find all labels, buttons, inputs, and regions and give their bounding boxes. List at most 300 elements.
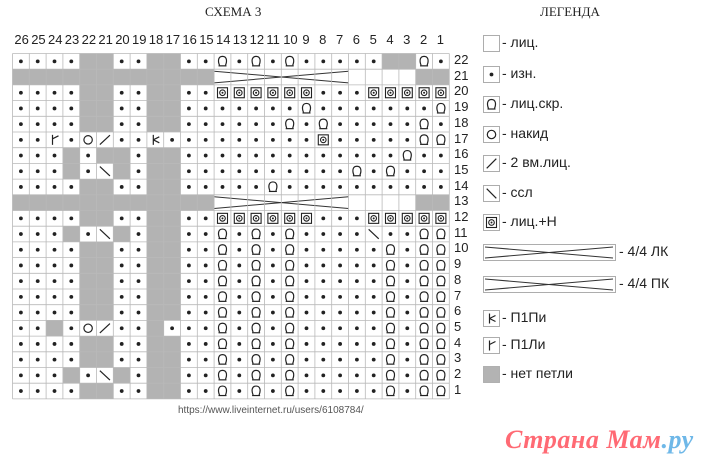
stitch-cell [288, 154, 292, 158]
stitch-cell [19, 326, 23, 330]
row-number: 20 [454, 83, 469, 99]
stitch-cell [218, 370, 226, 379]
stitch-cell [97, 289, 114, 305]
stitch-cell [164, 289, 181, 305]
stitch-cell [63, 226, 80, 242]
stitch-cell [36, 107, 40, 111]
stitch-cell [237, 59, 241, 63]
column-number: 15 [199, 32, 214, 47]
stitch-cell [437, 103, 445, 112]
stitch-cell [97, 148, 114, 164]
stitch-cell [305, 154, 309, 158]
stitch-cell [63, 69, 80, 85]
stitch-cell [372, 389, 376, 393]
stitch-cell [53, 389, 57, 393]
stitch-cell [97, 195, 114, 211]
row-number: 19 [454, 99, 469, 115]
stitch-cell [237, 311, 241, 315]
stitch-cell [237, 107, 241, 111]
stitch-cell [338, 107, 342, 111]
stitch-cell [386, 355, 394, 364]
stitch-cell [204, 358, 208, 362]
column-number: 16 [182, 32, 197, 47]
stitch-cell [113, 163, 130, 179]
stitch-cell [422, 185, 426, 189]
stitch-cell [204, 122, 208, 126]
stitch-cell [187, 373, 191, 377]
stitch-cell [164, 53, 181, 69]
stitch-cell [389, 107, 393, 111]
stitch-cell [204, 326, 208, 330]
row-number: 18 [454, 114, 469, 130]
stitch-cell [113, 195, 130, 211]
column-number: 5 [369, 32, 377, 47]
stitch-cell [69, 389, 73, 393]
stitch-cell [405, 232, 409, 236]
stitch-cell [420, 119, 428, 128]
stitch-cell [389, 138, 393, 142]
stitch-cell [338, 154, 342, 158]
stitch-cell [147, 69, 164, 85]
stitch-cell [36, 311, 40, 315]
stitch-cell [19, 248, 23, 252]
stitch-cell [386, 276, 394, 285]
stitch-cell [147, 273, 164, 289]
stitch-cell [120, 107, 124, 111]
stitch-cell [286, 260, 294, 269]
stitch-cell [187, 311, 191, 315]
stitch-cell [164, 352, 181, 368]
stitch-cell [53, 107, 57, 111]
stitch-cell [80, 116, 97, 132]
stitch-cell [252, 386, 260, 395]
stitch-cell [97, 69, 114, 85]
stitch-cell [120, 185, 124, 189]
stitch-cell [164, 163, 181, 179]
stitch-cell [305, 59, 309, 63]
column-number: 4 [386, 32, 394, 47]
stitch-cell [305, 264, 309, 268]
stitch-cell [355, 185, 359, 189]
stitch-cell [271, 342, 275, 346]
stitch-cell [237, 232, 241, 236]
stitch-cell [36, 59, 40, 63]
column-number: 8 [319, 32, 327, 47]
stitch-cell [288, 169, 292, 173]
stitch-cell [420, 292, 428, 301]
column-number: 14 [216, 32, 231, 47]
stitch-cell [321, 185, 325, 189]
stitch-cell [237, 358, 241, 362]
stitch-cell [355, 264, 359, 268]
stitch-cell [53, 232, 57, 236]
stitch-cell [147, 289, 164, 305]
stitch-cell [19, 169, 23, 173]
stitch-cell [97, 273, 114, 289]
stitch-cell [53, 154, 57, 158]
stitch-cell [19, 185, 23, 189]
stitch-cell [305, 295, 309, 299]
stitch-cell [321, 232, 325, 236]
stitch-cell [372, 107, 376, 111]
stitch-cell [405, 295, 409, 299]
stitch-cell [355, 373, 359, 377]
stitch-cell [80, 336, 97, 352]
stitch-cell [369, 88, 379, 98]
stitch-cell [147, 85, 164, 101]
stitch-cell [355, 326, 359, 330]
stitch-cell [147, 163, 164, 179]
stitch-cell [237, 264, 241, 268]
stitch-cell [437, 339, 445, 348]
column-number: 24 [48, 32, 63, 47]
stitch-cell [97, 336, 114, 352]
stitch-cell [386, 245, 394, 254]
stitch-cell [286, 323, 294, 332]
stitch-cell [338, 59, 342, 63]
legend-icon-blank [483, 35, 501, 53]
stitch-cell [164, 336, 181, 352]
stitch-cell [382, 53, 399, 69]
stitch-cell [19, 59, 23, 63]
stitch-cell [164, 305, 181, 321]
stitch-cell [63, 148, 80, 164]
stitch-cell [170, 326, 174, 330]
stitch-cell [120, 279, 124, 283]
stitch-cell [164, 116, 181, 132]
stitch-cell [19, 311, 23, 315]
stitch-cell [113, 226, 130, 242]
stitch-cell [63, 163, 80, 179]
stitch-cell [53, 279, 57, 283]
stitch-cell [321, 216, 325, 220]
stitch-cell [187, 122, 191, 126]
stitch-cell [120, 264, 124, 268]
stitch-cell [53, 295, 57, 299]
stitch-cell [63, 367, 80, 383]
stitch-cell [120, 295, 124, 299]
stitch-cell [405, 279, 409, 283]
stitch-cell [164, 85, 181, 101]
stitch-cell [355, 279, 359, 283]
stitch-cell [254, 154, 258, 158]
stitch-cell [288, 107, 292, 111]
stitch-cell [269, 182, 277, 191]
stitch-cell [97, 352, 114, 368]
stitch-cell [97, 85, 114, 101]
stitch-cell [405, 342, 409, 346]
stitch-cell [437, 323, 445, 332]
stitch-cell [305, 248, 309, 252]
stitch-cell [46, 195, 63, 211]
stitch-cell [355, 91, 359, 95]
row-number: 6 [454, 303, 462, 319]
stitch-cell [405, 326, 409, 330]
stitch-cell [69, 122, 73, 126]
stitch-cell [204, 373, 208, 377]
stitch-cell [321, 311, 325, 315]
stitch-cell [218, 308, 226, 317]
legend-label-yo: - накид [502, 125, 549, 141]
stitch-cell [405, 311, 409, 315]
stitch-cell [36, 389, 40, 393]
stitch-cell [80, 210, 97, 226]
legend-icon-p1pi [483, 310, 501, 328]
stitch-cell [19, 373, 23, 377]
stitch-cell [251, 213, 261, 223]
stitch-cell [237, 279, 241, 283]
stitch-cell [69, 295, 73, 299]
stitch-cell [338, 169, 342, 173]
stitch-cell [318, 135, 328, 145]
stitch-cell [271, 264, 275, 268]
stitch-cell [221, 107, 225, 111]
stitch-cell [187, 232, 191, 236]
legend-icon-nostitch [483, 366, 501, 384]
row-number: 17 [454, 130, 469, 146]
stitch-cell [237, 185, 241, 189]
stitch-cell [372, 295, 376, 299]
legend-icon-pk [483, 276, 617, 294]
stitch-cell [419, 88, 429, 98]
stitch-cell [252, 229, 260, 238]
stitch-cell [405, 122, 409, 126]
stitch-cell [372, 358, 376, 362]
stitch-cell [338, 342, 342, 346]
stitch-cell [53, 185, 57, 189]
stitch-cell [170, 138, 174, 142]
stitch-cell [439, 169, 443, 173]
stitch-cell [372, 138, 376, 142]
stitch-cell [100, 324, 110, 333]
stitch-cell [420, 386, 428, 395]
stitch-cell [305, 342, 309, 346]
row-number: 14 [454, 177, 469, 193]
stitch-cell [355, 232, 359, 236]
stitch-cell [36, 91, 40, 95]
row-number: 8 [454, 271, 462, 287]
stitch-cell [386, 166, 394, 175]
stitch-cell [420, 308, 428, 317]
stitch-cell [355, 342, 359, 346]
stitch-cell [164, 210, 181, 226]
row-number: 11 [454, 224, 468, 240]
column-number: 7 [335, 32, 344, 47]
stitch-cell [439, 154, 443, 158]
stitch-cell [147, 242, 164, 258]
stitch-cell [84, 136, 92, 144]
stitch-cell [437, 135, 445, 144]
stitch-cell [305, 232, 309, 236]
stitch-cell [130, 69, 147, 85]
stitch-cell [19, 122, 23, 126]
stitch-cell [386, 323, 394, 332]
stitch-cell [402, 88, 412, 98]
stitch-cell [53, 122, 57, 126]
stitch-cell [164, 148, 181, 164]
stitch-cell [69, 216, 73, 220]
row-number: 5 [454, 318, 462, 334]
stitch-cell [286, 119, 294, 128]
stitch-cell [97, 101, 114, 117]
stitch-cell [187, 216, 191, 220]
row-number: 21 [454, 67, 469, 83]
stitch-cell [80, 69, 97, 85]
stitch-cell [218, 386, 226, 395]
stitch-cell [19, 264, 23, 268]
stitch-cell [405, 373, 409, 377]
stitch-cell [69, 264, 73, 268]
column-number: 22 [81, 32, 97, 47]
stitch-cell [420, 355, 428, 364]
stitch-cell [389, 232, 393, 236]
stitch-cell [237, 342, 241, 346]
stitch-cell [187, 91, 191, 95]
stitch-cell [237, 295, 241, 299]
stitch-cell [218, 292, 226, 301]
stitch-cell [372, 122, 376, 126]
stitch-cell [147, 367, 164, 383]
stitch-cell [252, 339, 260, 348]
legend-icon-twisted [483, 96, 501, 114]
stitch-cell [187, 154, 191, 158]
stitch-cell [197, 69, 214, 85]
stitch-cell [268, 213, 278, 223]
stitch-cell [386, 260, 394, 269]
stitch-cell [271, 326, 275, 330]
stitch-cell [338, 279, 342, 283]
stitch-cell [204, 295, 208, 299]
stitch-cell [120, 358, 124, 362]
stitch-cell [86, 169, 90, 173]
stitch-cell [218, 229, 226, 238]
stitch-cell [439, 185, 443, 189]
stitch-cell [301, 213, 311, 223]
stitch-cell [288, 138, 292, 142]
stitch-cell [97, 179, 114, 195]
row-number: 4 [454, 334, 462, 350]
stitch-cell [137, 358, 141, 362]
stitch-cell [271, 232, 275, 236]
stitch-cell [36, 342, 40, 346]
stitch-cell [437, 386, 445, 395]
stitch-cell [197, 195, 214, 211]
stitch-cell [204, 107, 208, 111]
stitch-cell [271, 295, 275, 299]
stitch-cell [147, 383, 164, 399]
stitch-cell [355, 295, 359, 299]
stitch-cell [97, 383, 114, 399]
stitch-cell [29, 195, 46, 211]
stitch-cell [355, 358, 359, 362]
stitch-cell [305, 185, 309, 189]
column-number: 1 [436, 32, 444, 47]
stitch-cell [164, 367, 181, 383]
stitch-cell [372, 326, 376, 330]
brand-logo [505, 425, 694, 455]
stitch-cell [137, 342, 141, 346]
stitch-cell [19, 91, 23, 95]
stitch-cell [204, 264, 208, 268]
stitch-cell [321, 342, 325, 346]
stitch-cell [204, 216, 208, 220]
column-number: 10 [283, 32, 298, 47]
stitch-cell [13, 69, 30, 85]
column-number: 9 [302, 32, 310, 47]
stitch-cell [86, 154, 90, 158]
stitch-cell [19, 138, 23, 142]
stitch-cell [321, 279, 325, 283]
stitch-cell [180, 69, 197, 85]
legend-label-lk: - 4/4 ЛК [619, 243, 669, 259]
stitch-cell [187, 185, 191, 189]
stitch-cell [164, 195, 181, 211]
stitch-cell [80, 383, 97, 399]
stitch-cell [69, 248, 73, 252]
stitch-cell [268, 88, 278, 98]
stitch-cell [234, 213, 244, 223]
stitch-cell [137, 91, 141, 95]
stitch-cell [120, 248, 124, 252]
stitch-cell [120, 59, 124, 63]
stitch-cell [147, 320, 164, 336]
stitch-cell [271, 358, 275, 362]
stitch-cell [422, 169, 426, 173]
legend-label-nostitch: - нет петли [502, 365, 573, 381]
stitch-cell [389, 122, 393, 126]
stitch-cell [321, 248, 325, 252]
stitch-cell [321, 154, 325, 158]
stitch-cell [321, 91, 325, 95]
stitch-cell [338, 389, 342, 393]
stitch-cell [137, 169, 141, 173]
stitch-cell [286, 386, 294, 395]
stitch-cell [36, 216, 40, 220]
stitch-cell [221, 154, 225, 158]
stitch-cell [36, 232, 40, 236]
stitch-cell [439, 122, 443, 126]
stitch-cell [237, 373, 241, 377]
stitch-cell [204, 91, 208, 95]
stitch-cell [187, 138, 191, 142]
stitch-cell [36, 154, 40, 158]
stitch-cell [36, 295, 40, 299]
stitch-cell [69, 358, 73, 362]
stitch-cell [36, 279, 40, 283]
stitch-cell [218, 323, 226, 332]
stitch-cell [422, 107, 426, 111]
stitch-cell [420, 370, 428, 379]
stitch-cell [422, 154, 426, 158]
stitch-cell [36, 358, 40, 362]
stitch-cell [234, 88, 244, 98]
stitch-cell [405, 389, 409, 393]
stitch-cell [80, 273, 97, 289]
stitch-cell [204, 154, 208, 158]
stitch-cell [437, 245, 445, 254]
stitch-cell [386, 308, 394, 317]
stitch-cell [204, 342, 208, 346]
stitch-cell [372, 373, 376, 377]
stitch-cell [218, 276, 226, 285]
stitch-cell [369, 213, 379, 223]
stitch-cell [399, 53, 416, 69]
stitch-cell [403, 151, 411, 160]
stitch-cell [355, 248, 359, 252]
legend-icon-lk [483, 244, 617, 262]
stitch-cell [286, 355, 294, 364]
stitch-cell [305, 122, 309, 126]
